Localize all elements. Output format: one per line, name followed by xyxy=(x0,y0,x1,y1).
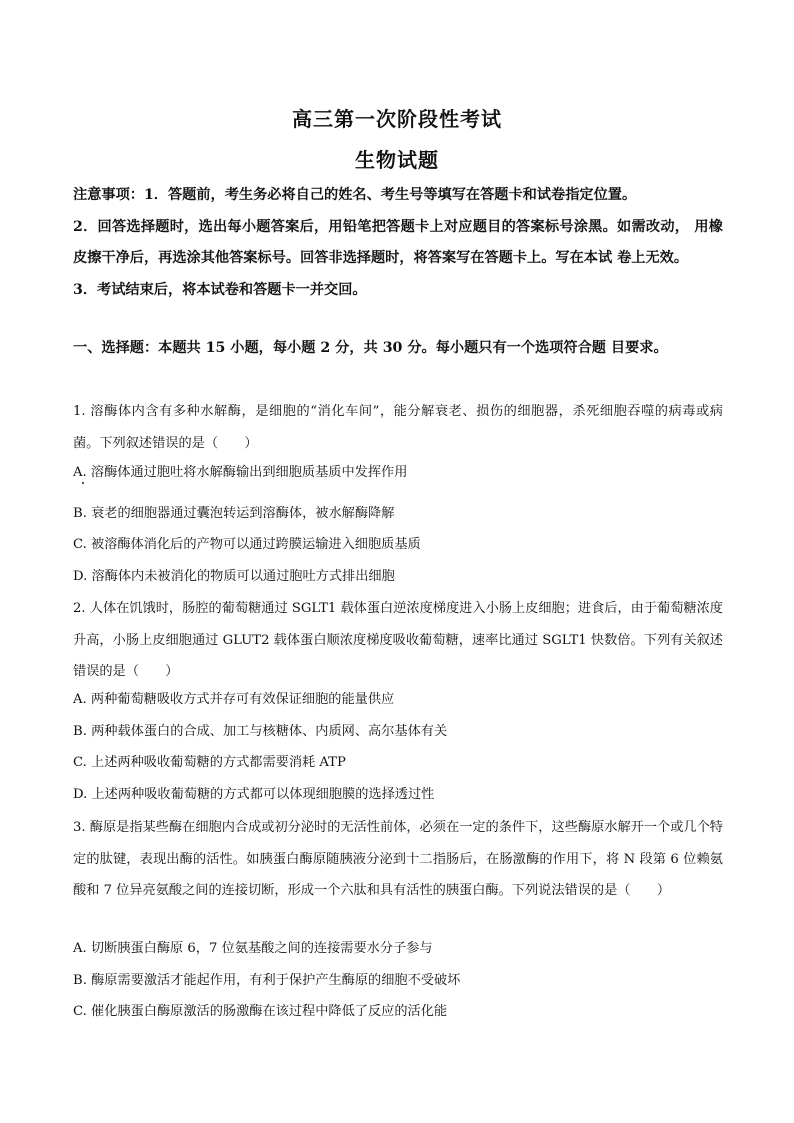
scan-dot xyxy=(82,482,84,484)
question-option: A. 两种葡萄糖吸收方式并存可有效保证细胞的能量供应 xyxy=(73,692,395,707)
question-option: D. 溶酶体内未被消化的物质可以通过胞吐方式排出细胞 xyxy=(73,569,395,584)
notice-item: 2．回答选择题时，选出每小题答案后，用铅笔把答题卡上对应题目的答案标号涂黑。如需改动， 用橡皮擦干净后，再选涂其他答案标号。回答非选择题时，将答案写在答题卡上。写在本试 卷上无效。 xyxy=(73,218,723,266)
question-option: B. 衰老的细胞器通过囊泡转运到溶酶体，被水解酶降解 xyxy=(73,506,395,521)
question-option: C. 被溶酶体消化后的产物可以通过跨膜运输进入细胞质基质 xyxy=(73,537,421,552)
question-option: A. 溶酶体通过胞吐将水解酶输出到细胞质基质中发挥作用 xyxy=(73,465,408,480)
notice-item: 3．考试结束后，将本试卷和答题卡一并交回。 xyxy=(73,281,367,298)
question-option: C. 上述两种吸收葡萄糖的方式都需要消耗 ATP xyxy=(73,755,346,770)
question-option: B. 两种载体蛋白的合成、加工与核糖体、内质网、高尔基体有关 xyxy=(73,724,448,739)
question-stem: 3. 酶原是指某些酶在细胞内合成或初分泌时的无活性前体，必须在一定的条件下，这些酶原水解开一个或几个特定的肽键，表现出酶的活性。如胰蛋白酶原随胰液分泌到十二指肠后，在肠激酶的作用下，将 N 段第 6 位赖氨酸和 7 位异亮氨酸之间的连接切断，形成一个六肽和具有活性的胰蛋白酶。下列说法错误的是（ ） xyxy=(73,820,723,898)
exam-title: 高三第一次阶段性考试 xyxy=(292,107,502,131)
question-option: A. 切断胰蛋白酶原 6，7 位氨基酸之间的连接需要水分子参与 xyxy=(73,941,433,956)
question-option: B. 酶原需要激活才能起作用，有利于保护产生酶原的细胞不受破坏 xyxy=(73,973,461,988)
question-option: D. 上述两种吸收葡萄糖的方式都可以体现细胞膜的选择透过性 xyxy=(73,787,435,802)
notice-item: 注意事项：1．答题前，考生务必将自己的姓名、考生号等填写在答题卡和试卷指定位置。 xyxy=(73,187,637,203)
question-stem: 2. 人体在饥饿时，肠腔的葡萄糖通过 SGLT1 载体蛋白逆浓度梯度进入小肠上皮细胞；进食后，由于葡萄糖浓度升高，小肠上皮细胞通过 GLUT2 载体蛋白顺浓度梯度吸收葡萄糖，速率比通过 SGLT1 快数倍。下列有关叙述错误的是（ ） xyxy=(73,601,723,679)
notice-block xyxy=(73,180,723,306)
question-option: C. 催化胰蛋白酶原激活的肠激酶在该过程中降低了反应的活化能 xyxy=(73,1004,448,1019)
exam-subtitle: 生物试题 xyxy=(355,148,439,172)
question-stem: 1. 溶酶体内含有多种水解酶，是细胞的“消化车间”，能分解衰老、损伤的细胞器，杀死细胞吞噬的病毒或病菌。下列叙述错误的是（ ） xyxy=(73,404,723,451)
section-heading: 一、选择题：本题共 15 小题，每小题 2 分，共 30 分。每小题只有一个选项符合题 目要求。 xyxy=(73,340,668,356)
